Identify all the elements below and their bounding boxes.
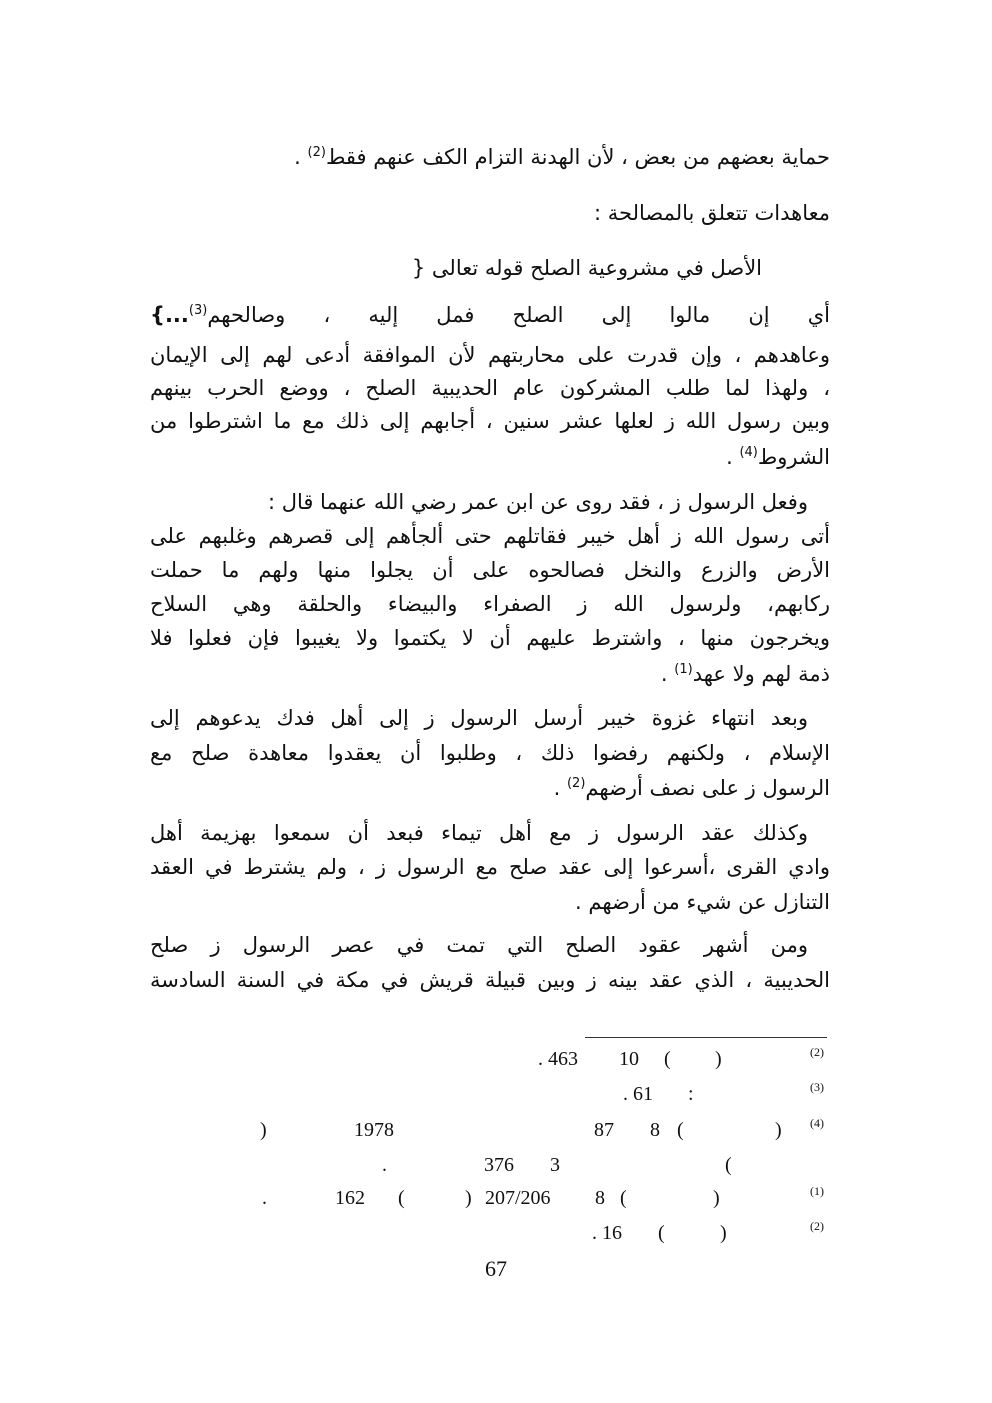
text-line-1	[294, 142, 830, 172]
line-end: .	[294, 145, 308, 169]
footnote-text: )	[465, 1187, 472, 1209]
footnote-text: )	[775, 1119, 782, 1141]
line-text: أي إن مالوا إلى الصلح فمل إليه ، وصالحهم	[207, 303, 830, 327]
footnote-1	[150, 1045, 830, 1078]
footnote-number: (3)	[810, 1080, 824, 1094]
text-line-8	[726, 442, 830, 472]
footnote-ref[interactable]: (4)	[739, 445, 758, 460]
line-end: .	[553, 776, 567, 800]
text-line-9: وفعل الرسول ز ، فقد روى عن ابن عمر رضي الله عنهما قال :	[267, 490, 808, 514]
footnote-text: 162	[335, 1187, 365, 1209]
footnote-text: 8	[650, 1119, 660, 1141]
footnote-text: 376	[484, 1154, 514, 1176]
footnote-text: (	[664, 1048, 671, 1070]
footnote-text: . 463	[538, 1048, 578, 1070]
footnote-number: (2)	[810, 1219, 824, 1233]
text-line-21: ومن أشهر عقود الصلح التي تمت في عصر الرسول ز صلح	[150, 933, 808, 957]
text-line-19: وادي القرى ،أسرعوا إلى عقد صلح مع الرسول ز ، ولم يشترط في العقد	[150, 855, 830, 879]
footnote-text: )	[713, 1187, 720, 1209]
footnote-text: (	[677, 1119, 684, 1141]
footnote-text: . 61	[623, 1083, 653, 1105]
text-line-13: ويخرجون منها ، واشترط عليهم أن لا يكتموا ولا يغيبوا فإن فعلوا فلا	[150, 626, 830, 650]
text-line-17	[554, 773, 830, 803]
footnote-2	[150, 1080, 830, 1113]
footnote-text: )	[260, 1119, 267, 1141]
footnote-text: 3	[550, 1154, 560, 1176]
footnote-ref[interactable]: (3)	[188, 303, 208, 318]
text-line-18: وكذلك عقد الرسول ز مع أهل تيماء فبعد أن سمعوا بهزيمة أهل	[150, 821, 808, 845]
text-line-20: التنازل عن شيء من أرضهم .	[575, 890, 830, 914]
line-text: ذمة لهم ولا عهد	[692, 662, 830, 686]
footnote-3	[150, 1116, 830, 1149]
footnote-text: :	[688, 1083, 694, 1105]
text-line-15: وبعد انتهاء غزوة خيبر أرسل الرسول ز إلى أهل فدك يدعوهم إلى	[150, 706, 808, 730]
footnote-ref[interactable]: (2)	[307, 145, 326, 160]
line-text: الشروط	[757, 445, 830, 469]
footnote-text: (	[658, 1222, 665, 1244]
page-number: 67	[485, 1256, 507, 1281]
footnote-text: .	[382, 1154, 387, 1176]
line-end: .	[660, 662, 675, 686]
footnote-5	[150, 1219, 830, 1252]
footnote-number: (2)	[810, 1045, 824, 1059]
quran-bracket: ...}	[150, 303, 189, 327]
text-line-4	[150, 300, 830, 330]
footnote-text: 1978	[354, 1119, 394, 1141]
footnote-4	[150, 1184, 830, 1217]
text-line-16: الإسلام ، ولكنهم رفضوا ذلك ، وطلبوا أن يعقدوا معاهدة صلح مع	[150, 741, 830, 765]
footnote-text: (	[398, 1187, 405, 1209]
text-line-3: الأصل في مشروعية الصلح قوله تعالى {	[411, 256, 762, 280]
line-text: الرسول ز على نصف أرضهم	[585, 776, 830, 800]
footnote-text: (	[620, 1187, 627, 1209]
footnote-text: . 16	[592, 1222, 622, 1244]
footnote-text: .	[262, 1187, 267, 1209]
footnote-text: )	[715, 1048, 722, 1070]
footnote-text: (	[725, 1154, 732, 1176]
line-end: .	[726, 445, 740, 469]
line-text: حماية بعضهم من بعض ، لأن الهدنة التزام الكف عنهم فقط	[325, 145, 830, 169]
text-line-22: الحديبية ، الذي عقد بينه ز وبين قبيلة قريش في مكة في السنة السادسة	[150, 968, 830, 992]
footnote-text: 8	[595, 1187, 605, 1209]
text-line-11: الأرض والزرع والنخل فصالحوه على أن يجلوا منها ولهم ما حملت	[150, 558, 830, 582]
footnote-number: (4)	[810, 1116, 824, 1130]
footnote-text: 87	[594, 1119, 614, 1141]
text-line-14	[661, 659, 830, 689]
footnote-ref[interactable]: (1)	[674, 662, 693, 677]
footnote-text: 10	[619, 1048, 639, 1070]
text-line-5: وعاهدهم ، وإن قدرت على محاربتهم لأن الموافقة أدعى لهم إلى الإيمان	[150, 343, 830, 367]
text-line-7: وبين رسول الله ز لعلها عشر سنين ، أجابهم إلى ذلك مع ما اشترطوا من	[150, 409, 830, 433]
text-line-12: ركابهم، ولرسول الله ز الصفراء والبيضاء والحلقة وهي السلاح	[150, 592, 830, 616]
text-line-10: أتى رسول الله ز أهل خيبر فقاتلهم حتى ألجأهم إلى قصرهم وغلبهم على	[150, 524, 830, 548]
footnote-separator	[585, 1037, 827, 1038]
footnote-text: )	[720, 1222, 727, 1244]
footnote-3-continued	[150, 1154, 830, 1184]
footnote-number: (1)	[810, 1184, 824, 1198]
text-line-6: ، ولهذا لما طلب المشركون عام الحديبية الصلح ، ووضع الحرب بينهم	[150, 376, 830, 400]
footnote-text: 207/206	[485, 1187, 551, 1209]
footnote-ref[interactable]: (2)	[566, 776, 586, 791]
section-heading: معاهدات تتعلق بالمصالحة :	[594, 201, 830, 225]
